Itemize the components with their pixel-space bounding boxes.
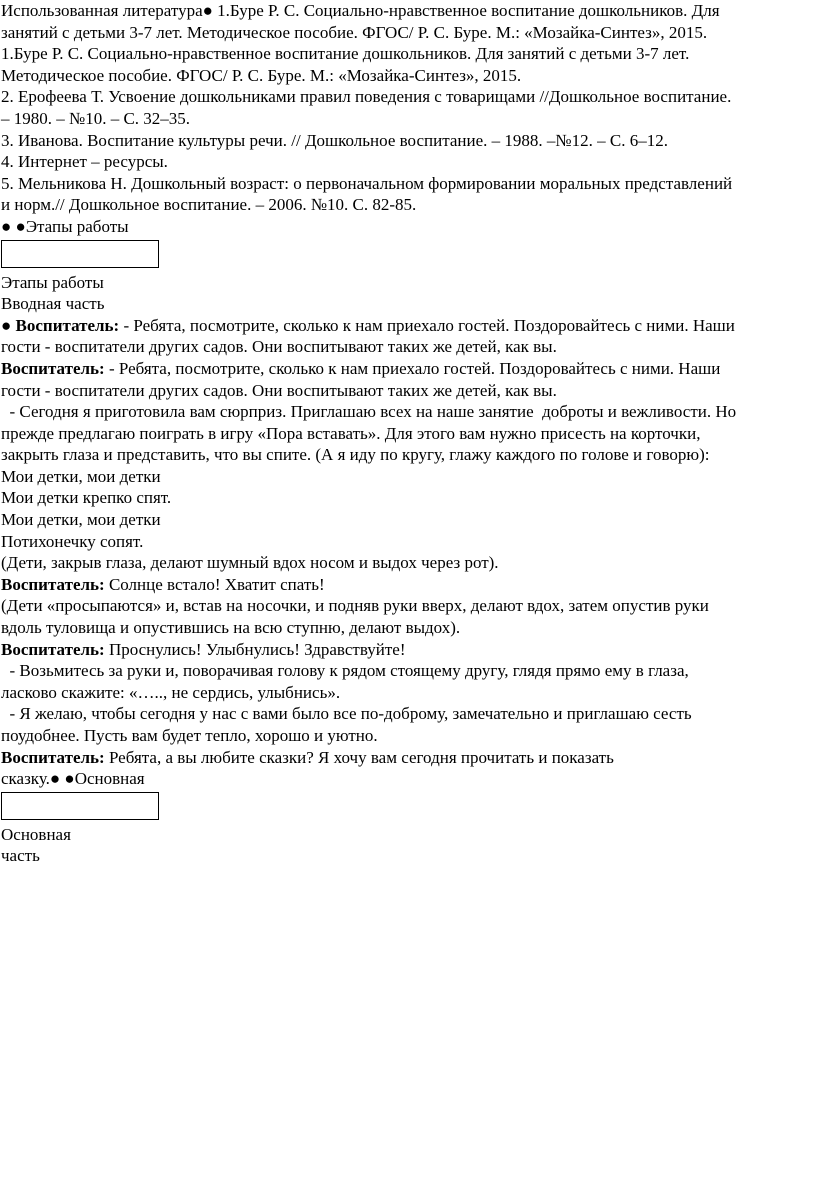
main-placeholder-box (1, 792, 159, 820)
poem-line-3: Мои детки, мои детки (1, 510, 161, 530)
speaker-label: Воспитатель: (1, 358, 105, 378)
paragraph-3-line-2: прежде предлагаю поиграть в игру «Пора вставать». Для этого вам нужно присесть на корточки, (1, 423, 701, 443)
bullet-icon: ● (1, 315, 12, 335)
reference-1-line-2: занятий с детьми 3-7 лет. Методическое пособие. ФГОС/ Р. С. Буре. М.: «Мозайка-Синтез», 2015. (1, 22, 708, 42)
reference-5-line-1: 5. Мельникова Н. Дошкольный возраст: о первоначальном формировании моральных представлений (1, 173, 733, 193)
stages-placeholder-box (1, 240, 159, 268)
reference-2-line-2: – 1980. – №10. – С. 32–35. (1, 108, 191, 128)
paragraph-8-text: Ребята, а вы любите сказки? Я хочу вам сегодня прочитать и показать (104, 747, 614, 767)
speaker-label: Воспитатель: (1, 574, 105, 594)
paragraph-4 (1, 574, 813, 596)
paragraph-6-line-1: - Возьмитесь за руки и, поворачивая голову к рядом стоящему другу, глядя прямо ему в глаза, (1, 661, 689, 681)
paragraph-3-line-1: - Сегодня я приготовила вам сюрприз. Приглашаю всех на наше занятие доброты и вежливости. Но (1, 402, 737, 422)
poem-line-1: Мои детки, мои детки (1, 466, 161, 486)
paragraph-3-line-3: закрыть глаза и представить, что вы спите. (А я иду по кругу, глажу каждого по голове и говорю): (1, 445, 710, 465)
reference-1-text: 1.Буре Р. С. Социально-нравственное воспитание дошкольников. Для (217, 1, 720, 20)
paragraph-6-line-2: ласково скажите: «….., не сердись, улыбнись». (1, 682, 341, 702)
paragraph-8-line-2 (1, 768, 813, 790)
speaker-label: Воспитатель: (1, 639, 105, 659)
reference-5-line-2: и норм.// Дошкольное воспитание. – 2006. №10. С. 82-85. (1, 195, 417, 215)
bullet-icon: ● (15, 216, 26, 236)
bullet-icon: ● (1, 216, 12, 236)
references-line-1 (1, 0, 813, 22)
main-bullet-label: Основная (74, 769, 145, 789)
stages-bullet-line (1, 216, 813, 238)
note-2-line-1: (Дети «просыпаются» и, встав на носочки, и подняв руки вверх, делают вдох, затем опустив руки (1, 596, 709, 616)
reference-1-repeat-line-1: 1.Буре Р. С. Социально-нравственное воспитание дошкольников. Для занятий с детьми 3-7 лет. (1, 44, 690, 64)
bullet-icon: ● (202, 1, 213, 20)
bullet-icon: ● (64, 769, 75, 789)
intro-part-title: Вводная часть (1, 294, 105, 314)
reference-2-line-1: 2. Ерофеева Т. Усвоение дошкольниками правил поведения с товарищами //Дошкольное воспитание. (1, 87, 732, 107)
paragraph-7-line-2: поудобнее. Пусть вам будет тепло, хорошо и уютно. (1, 726, 378, 745)
paragraph-5 (1, 639, 813, 661)
speaker-label: Воспитатель: (15, 315, 120, 335)
poem-line-2: Мои детки крепко спят. (1, 488, 172, 508)
main-part-title-line-2: часть (1, 846, 40, 866)
paragraph-2-line-1 (1, 358, 813, 380)
paragraph-2-text: - Ребята, посмотрите, сколько к нам приехало гостей. Поздоровайтесь с ними. Наши (104, 358, 721, 378)
poem-line-4: Потихонечку сопят. (1, 531, 144, 551)
paragraph-8-text-end: сказку. (1, 769, 50, 789)
paragraph-5-text: Проснулись! Улыбнулись! Здравствуйте! (104, 639, 406, 659)
reference-4: 4. Интернет – ресурсы. (1, 152, 168, 172)
stages-bullet-label: Этапы работы (25, 216, 129, 236)
references-heading: Использованная литература (1, 1, 203, 20)
speaker-label: Воспитатель: (1, 747, 105, 767)
main-part-title-line-1: Основная (1, 824, 71, 844)
paragraph-4-text: Солнце встало! Хватит спать! (104, 574, 325, 594)
paragraph-8-line-1 (1, 747, 813, 769)
bullet-icon: ● (49, 769, 61, 789)
note-2-line-2: вдоль туловища и опустившись на всю ступню, делают выдох). (1, 618, 461, 638)
paragraph-1-line-1 (1, 315, 813, 337)
paragraph-1-text: - Ребята, посмотрите, сколько к нам приехало гостей. Поздоровайтесь с ними. Наши (119, 315, 735, 335)
note-1: (Дети, закрыв глаза, делают шумный вдох носом и выдох через рот). (1, 553, 499, 573)
reference-1-repeat-line-2: Методическое пособие. ФГОС/ Р. С. Буре. М.: «Мозайка-Синтез», 2015. (1, 65, 522, 85)
reference-3: 3. Иванова. Воспитание культуры речи. // Дошкольное воспитание. – 1988. –№12. – С. 6–12. (1, 130, 668, 150)
paragraph-1-line-2: гости - воспитатели других садов. Они воспитывают таких же детей, как вы. (1, 337, 557, 357)
paragraph-7-line-1: - Я желаю, чтобы сегодня у нас с вами было все по-доброму, замечательно и приглашаю сесть (1, 704, 692, 724)
paragraph-2-line-2: гости - воспитатели других садов. Они воспитывают таких же детей, как вы. (1, 380, 557, 400)
stages-title: Этапы работы (1, 272, 104, 292)
